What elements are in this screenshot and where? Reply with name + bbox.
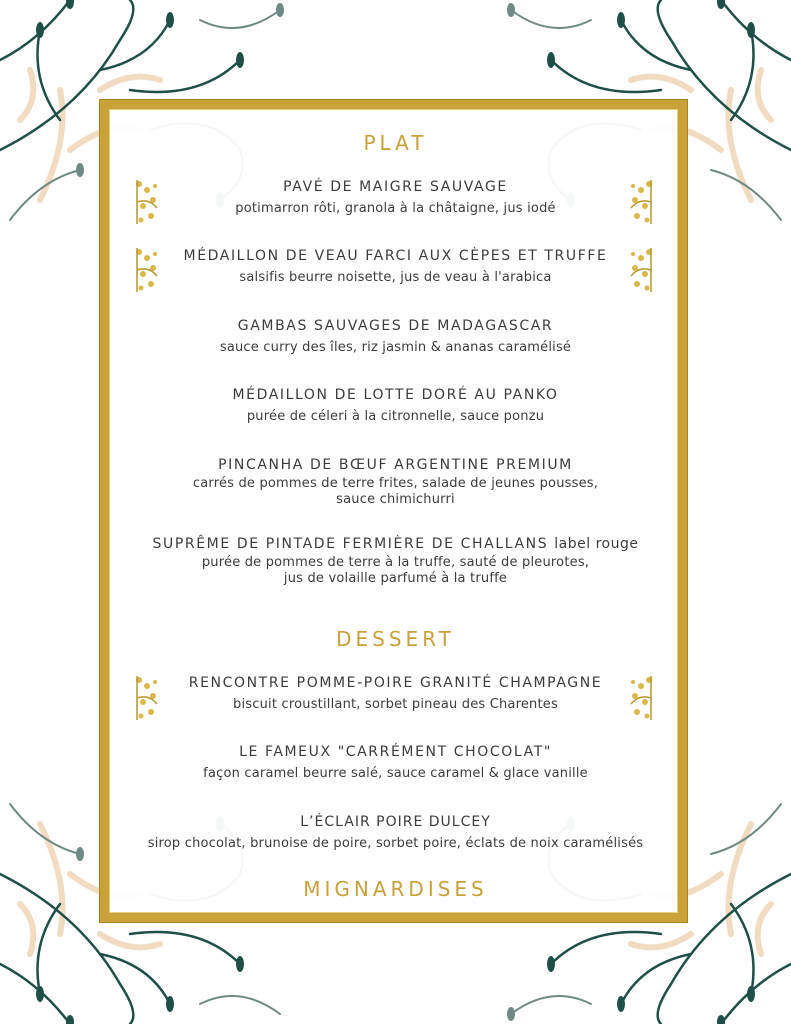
- item-description: [0, 201, 791, 217]
- section-title-mignardises: MIGNARDISES: [303, 877, 488, 901]
- gold-frame: [100, 100, 687, 922]
- menu-item: [0, 178, 791, 217]
- item-description: [0, 697, 791, 713]
- item-description: [0, 409, 791, 425]
- item-description-line: purée de pommes de terre à la truffe, sauté de pleurotes,: [201, 555, 590, 570]
- menu-item: [0, 813, 791, 852]
- menu-item: [0, 386, 791, 425]
- item-name: PINCANHA DE BŒUF ARGENTINE PREMIUM: [218, 457, 573, 473]
- item-name: RENCONTRE POMME-POIRE GRANITÉ CHAMPAGNE: [188, 675, 603, 691]
- section-title-plat: PLAT: [363, 131, 428, 155]
- item-name: MÉDAILLON DE LOTTE DORÉ AU PANKO: [232, 387, 559, 403]
- item-description: [0, 270, 791, 286]
- item-name: [0, 535, 791, 553]
- item-description-line: sirop chocolat, brunoise de poire, sorbet poire, éclats de noix caramélisés: [147, 836, 644, 851]
- item-description: [0, 340, 791, 356]
- item-description-line: salsifis beurre noisette, jus de veau à l'arabica: [239, 270, 552, 285]
- item-description-line: sauce curry des îles, riz jasmin & ananas caramélisé: [219, 340, 572, 355]
- item-name: LE FAMEUX "CARRÉMENT CHOCOLAT": [239, 744, 552, 760]
- item-description-line: sauce chimichurri: [336, 492, 455, 507]
- item-name: L’ÉCLAIR POIRE DULCEY: [300, 814, 491, 830]
- item-description-line: purée de céleri à la citronnelle, sauce ponzu: [246, 409, 545, 424]
- section-title-dessert: DESSERT: [336, 627, 455, 651]
- item-name-suffix: label rouge: [554, 536, 639, 552]
- menu-item: [0, 317, 791, 356]
- item-description-line: façon caramel beurre salé, sauce caramel & glace vanille: [203, 766, 588, 781]
- item-description: [0, 476, 791, 508]
- item-name-main: SUPRÊME DE PINTADE FERMIÈRE DE CHALLANS: [152, 536, 549, 552]
- item-name: GAMBAS SAUVAGES DE MADAGASCAR: [237, 318, 554, 334]
- item-description-line: jus de volaille parfumé à la truffe: [283, 571, 508, 586]
- menu-item: [0, 535, 791, 587]
- item-description-line: biscuit croustillant, sorbet pineau des Charentes: [233, 697, 558, 712]
- item-description-line: potimarron rôti, granola à la châtaigne, jus iodé: [235, 201, 556, 216]
- item-description-line: carrés de pommes de terre frites, salade de jeunes pousses,: [192, 476, 599, 491]
- item-name: PAVÉ DE MAIGRE SAUVAGE: [283, 179, 508, 195]
- item-description: [0, 766, 791, 782]
- item-description: [0, 836, 791, 852]
- item-name: MÉDAILLON DE VEAU FARCI AUX CÈPES ET TRUFFE: [183, 248, 608, 264]
- menu-item: [0, 743, 791, 782]
- menu-item: [0, 674, 791, 713]
- menu-item: [0, 247, 791, 286]
- menu-item: [0, 456, 791, 508]
- item-description: [0, 555, 791, 587]
